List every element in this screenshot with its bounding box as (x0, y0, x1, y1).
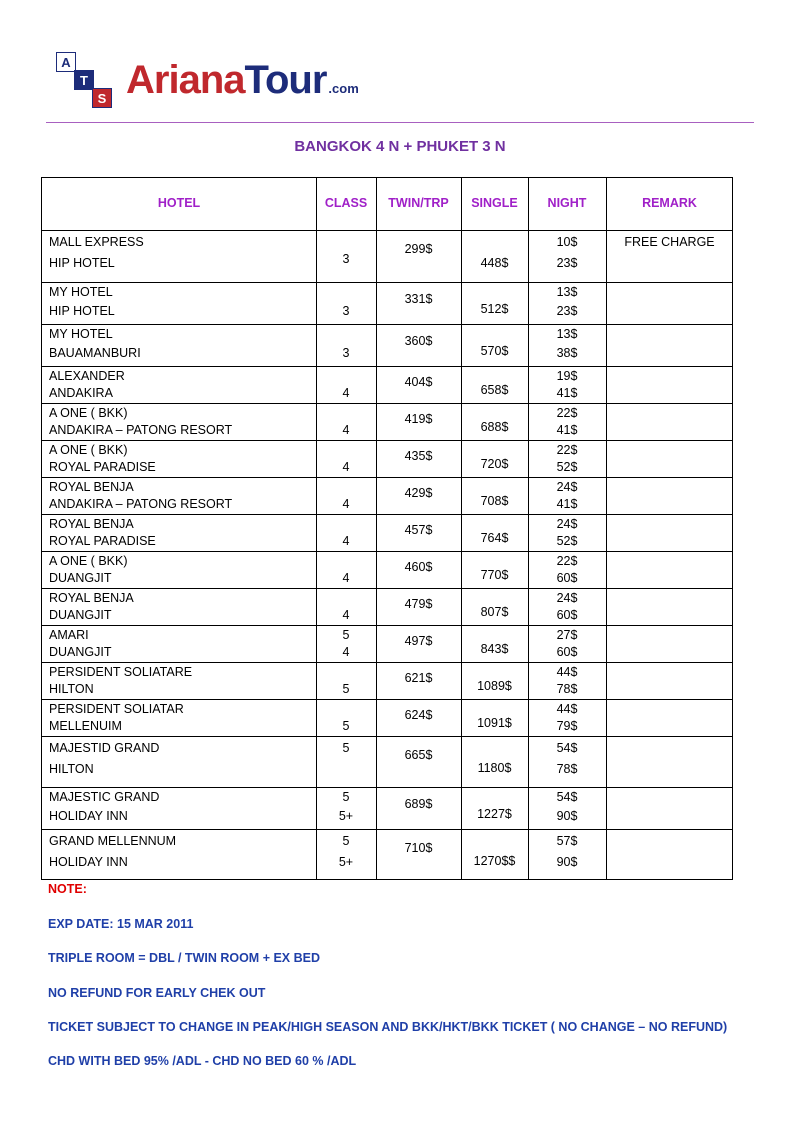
table-cell-twin-trp: 299$ (404, 242, 433, 256)
table-cell-hotel: HIP HOTEL (49, 304, 115, 318)
table-cell-hotel: MELLENUIM (49, 719, 122, 733)
table-cell-hotel: HILTON (49, 762, 94, 776)
table-row-divider (42, 829, 732, 830)
table-cell-night: 24$ (556, 517, 578, 531)
table-cell-class: 5 (342, 790, 350, 804)
table-cell-twin-trp: 624$ (404, 708, 433, 722)
table-cell-night: 60$ (556, 571, 578, 585)
table-cell-night: 60$ (556, 608, 578, 622)
table-cell-night: 79$ (556, 719, 578, 733)
table-cell-night: 19$ (556, 369, 578, 383)
table-cell-hotel: HOLIDAY INN (49, 855, 128, 869)
table-cell-single: 1091$ (477, 716, 512, 730)
table-cell-class: 4 (342, 386, 350, 400)
logo-letter-t: T (74, 70, 94, 90)
table-column-divider (316, 178, 317, 879)
header-night: NIGHT (547, 196, 587, 210)
table-cell-night: 41$ (556, 423, 578, 437)
table-cell-twin-trp: 429$ (404, 486, 433, 500)
table-cell-hotel: ANDAKIRA – PATONG RESORT (49, 423, 233, 437)
table-cell-night: 60$ (556, 645, 578, 659)
brand-logo (56, 52, 376, 110)
table-cell-night: 44$ (556, 702, 578, 716)
table-cell-twin-trp: 435$ (404, 449, 433, 463)
table-cell-night: 41$ (556, 386, 578, 400)
table-cell-twin-trp: 710$ (404, 841, 433, 855)
table-cell-hotel: ROYAL BENJA (49, 517, 134, 531)
table-cell-class: 5 (342, 719, 350, 733)
header-single: SINGLE (471, 196, 518, 210)
table-cell-class: 4 (342, 460, 350, 474)
table-cell-twin-trp: 497$ (404, 634, 433, 648)
table-cell-hotel: HOLIDAY INN (49, 809, 128, 823)
note-line: TRIPLE ROOM = DBL / TWIN ROOM + EX BED (48, 951, 321, 965)
table-cell-single: 658$ (480, 383, 509, 397)
table-cell-night: 90$ (556, 855, 578, 869)
table-cell-remark: FREE CHARGE (624, 235, 715, 249)
table-cell-class: 4 (342, 423, 350, 437)
table-cell-class: 4 (342, 608, 350, 622)
table-cell-class: 5 (342, 834, 350, 848)
table-cell-night: 78$ (556, 762, 578, 776)
table-cell-class: 4 (342, 645, 350, 659)
table-cell-night: 22$ (556, 443, 578, 457)
table-row-divider (42, 736, 732, 737)
table-cell-twin-trp: 331$ (404, 292, 433, 306)
table-cell-hotel: ROYAL PARADISE (49, 534, 156, 548)
table-cell-night: 78$ (556, 682, 578, 696)
table-cell-single: 1089$ (477, 679, 512, 693)
table-cell-single: 720$ (480, 457, 509, 471)
logo-mark (56, 52, 112, 108)
table-cell-single: 688$ (480, 420, 509, 434)
table-cell-night: 10$ (556, 235, 578, 249)
table-cell-night: 54$ (556, 790, 578, 804)
table-cell-night: 52$ (556, 534, 578, 548)
table-cell-single: 1270$$ (473, 854, 516, 868)
table-cell-single: 843$ (480, 642, 509, 656)
table-cell-twin-trp: 419$ (404, 412, 433, 426)
table-cell-night: 13$ (556, 285, 578, 299)
table-cell-night: 24$ (556, 480, 578, 494)
header-twin-trp: TWIN/TRP (388, 196, 449, 210)
table-cell-single: 512$ (480, 302, 509, 316)
table-cell-hotel: PERSIDENT SOLIATAR (49, 702, 184, 716)
table-cell-twin-trp: 457$ (404, 523, 433, 537)
table-row-divider (42, 477, 732, 478)
table-cell-hotel: HIP HOTEL (49, 256, 115, 270)
table-row-divider (42, 230, 732, 231)
table-cell-class: 3 (342, 346, 350, 360)
note-line: EXP DATE: 15 MAR 2011 (48, 917, 194, 931)
table-cell-night: 90$ (556, 809, 578, 823)
note-line: CHD WITH BED 95% /ADL - CHD NO BED 60 % /ADL (48, 1054, 357, 1068)
table-cell-hotel: BAUAMANBURI (49, 346, 141, 360)
table-row-divider (42, 514, 732, 515)
table-cell-class: 4 (342, 534, 350, 548)
table-cell-single: 764$ (480, 531, 509, 545)
table-cell-hotel: MY HOTEL (49, 285, 113, 299)
table-column-divider (606, 178, 607, 879)
table-row-divider (42, 625, 732, 626)
table-row-divider (42, 588, 732, 589)
table-cell-twin-trp: 460$ (404, 560, 433, 574)
table-cell-twin-trp: 689$ (404, 797, 433, 811)
note-line: TICKET SUBJECT TO CHANGE IN PEAK/HIGH SEASON AND BKK/HKT/BKK TICKET ( NO CHANGE – NO REFUND) (48, 1020, 728, 1034)
table-cell-twin-trp: 404$ (404, 375, 433, 389)
table-cell-hotel: PERSIDENT SOLIATARE (49, 665, 193, 679)
table-row-divider (42, 403, 732, 404)
table-cell-hotel: AMARI (49, 628, 89, 642)
table-cell-class: 3 (342, 252, 350, 266)
table-cell-class: 5+ (338, 855, 354, 869)
table-cell-single: 770$ (480, 568, 509, 582)
table-cell-class: 4 (342, 571, 350, 585)
table-row-divider (42, 662, 732, 663)
table-cell-night: 23$ (556, 256, 578, 270)
brand-name-part2: Tour (244, 58, 327, 102)
table-cell-hotel: MY HOTEL (49, 327, 113, 341)
table-row-divider (42, 282, 732, 283)
table-row-divider (42, 440, 732, 441)
table-cell-single: 1180$ (477, 761, 512, 775)
table-cell-night: 22$ (556, 406, 578, 420)
table-row-divider (42, 699, 732, 700)
table-cell-class: 3 (342, 304, 350, 318)
table-cell-single: 448$ (480, 256, 509, 270)
note-line: NO REFUND FOR EARLY CHEK OUT (48, 986, 266, 1000)
table-cell-twin-trp: 360$ (404, 334, 433, 348)
table-cell-hotel: ROYAL BENJA (49, 480, 134, 494)
table-cell-hotel: HILTON (49, 682, 94, 696)
table-cell-hotel: A ONE ( BKK) (49, 406, 128, 420)
table-cell-hotel: ROYAL PARADISE (49, 460, 156, 474)
table-cell-hotel: ANDAKIRA – PATONG RESORT (49, 497, 233, 511)
table-cell-night: 57$ (556, 834, 578, 848)
table-cell-night: 23$ (556, 304, 578, 318)
table-cell-hotel: ROYAL BENJA (49, 591, 134, 605)
table-row-divider (42, 551, 732, 552)
table-cell-night: 27$ (556, 628, 578, 642)
table-cell-class: 5 (342, 682, 350, 696)
table-row-divider (42, 366, 732, 367)
table-cell-hotel: MALL EXPRESS (49, 235, 144, 249)
table-cell-hotel: A ONE ( BKK) (49, 554, 128, 568)
table-cell-hotel: MAJESTIC GRAND (49, 790, 160, 804)
table-cell-hotel: ANDAKIRA (49, 386, 113, 400)
table-cell-night: 41$ (556, 497, 578, 511)
table-cell-night: 24$ (556, 591, 578, 605)
header-remark: REMARK (642, 196, 697, 210)
table-row-divider (42, 324, 732, 325)
table-cell-single: 1227$ (477, 807, 512, 821)
table-cell-night: 38$ (556, 346, 578, 360)
page-title: BANGKOK 4 N + PHUKET 3 N (294, 138, 506, 155)
brand-domain: .com (328, 81, 359, 96)
header-hotel: HOTEL (157, 196, 201, 210)
table-cell-night: 22$ (556, 554, 578, 568)
table-cell-class: 5 (342, 628, 350, 642)
table-cell-hotel: MAJESTID GRAND (49, 741, 160, 755)
table-cell-single: 807$ (480, 605, 509, 619)
table-cell-night: 44$ (556, 665, 578, 679)
table-cell-hotel: DUANGJIT (49, 608, 112, 622)
header-divider (46, 122, 754, 123)
table-cell-twin-trp: 621$ (404, 671, 433, 685)
table-cell-single: 570$ (480, 344, 509, 358)
table-cell-class: 5 (342, 741, 350, 755)
table-cell-class: 5+ (338, 809, 354, 823)
table-cell-night: 52$ (556, 460, 578, 474)
table-cell-single: 708$ (480, 494, 509, 508)
brand-name (126, 58, 359, 111)
table-cell-class: 4 (342, 497, 350, 511)
table-cell-hotel: DUANGJIT (49, 571, 112, 585)
note-heading: NOTE: (48, 882, 87, 896)
table-cell-hotel: ALEXANDER (49, 369, 125, 383)
logo-letter-s: S (92, 88, 112, 108)
price-table (41, 177, 733, 880)
table-cell-twin-trp: 665$ (404, 748, 433, 762)
logo-letter-a: A (56, 52, 76, 72)
table-row-divider (42, 787, 732, 788)
table-cell-hotel: DUANGJIT (49, 645, 112, 659)
table-cell-twin-trp: 479$ (404, 597, 433, 611)
table-cell-night: 13$ (556, 327, 578, 341)
table-cell-hotel: GRAND MELLENNUM (49, 834, 177, 848)
table-cell-hotel: A ONE ( BKK) (49, 443, 128, 457)
table-cell-night: 54$ (556, 741, 578, 755)
brand-name-part1: Ariana (126, 58, 245, 102)
header-class: CLASS (324, 196, 368, 210)
